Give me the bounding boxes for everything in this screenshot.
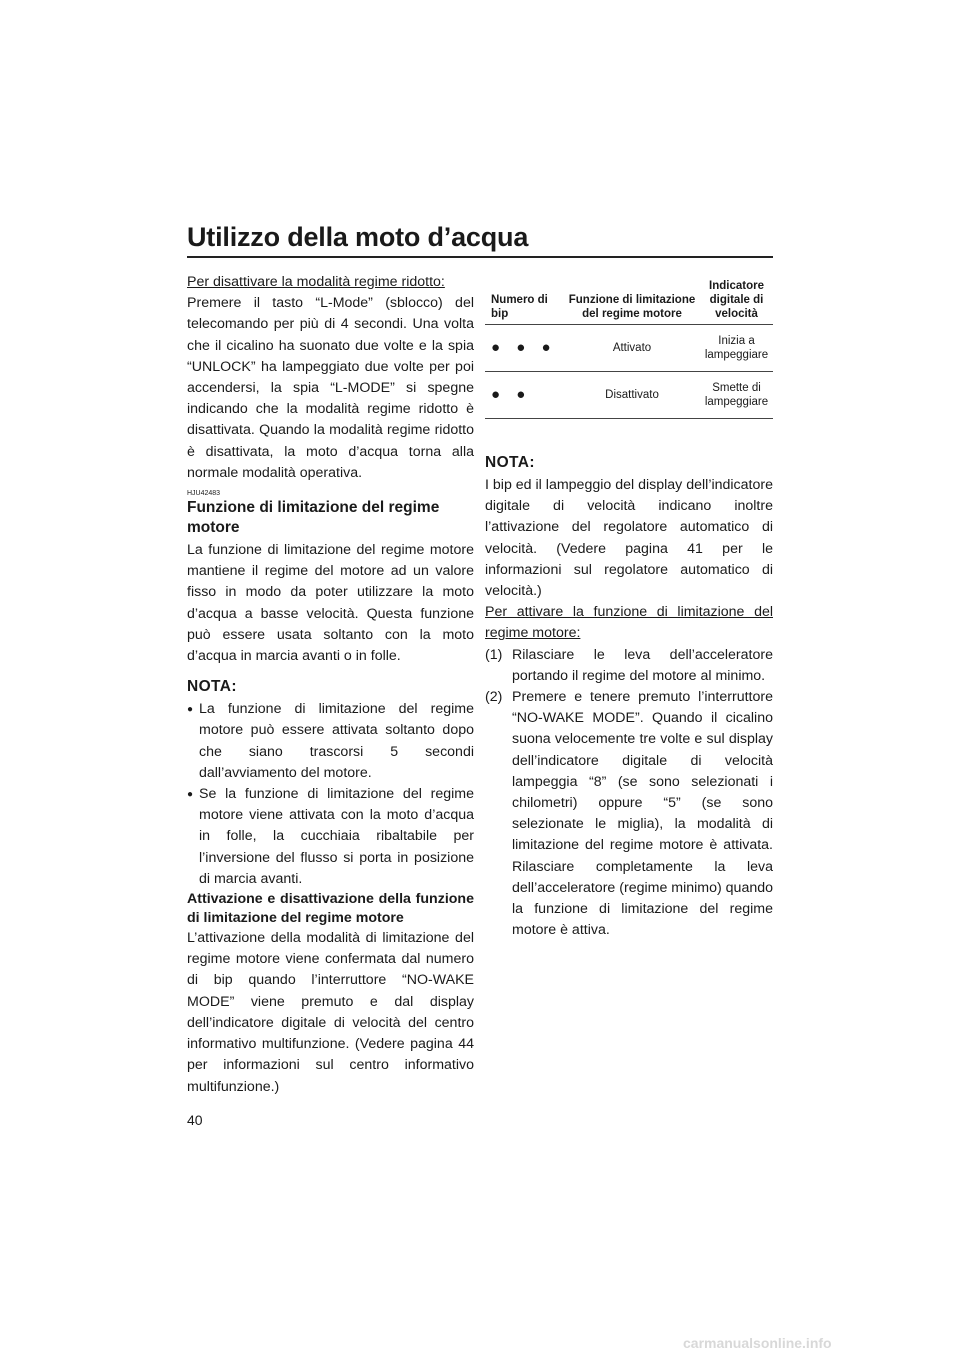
nota-bullet: [187, 699, 474, 784]
nota-heading: NOTA:: [187, 678, 237, 696]
header-rule: [187, 256, 773, 258]
nota-bullet: [187, 784, 474, 890]
right-column: [485, 453, 773, 941]
bip-table: [485, 275, 773, 419]
indicatore-cell: Smette di lampeggiare: [700, 372, 773, 419]
watermark: carmanualsonline.info: [683, 1335, 832, 1351]
page-number: 40: [187, 1112, 203, 1128]
bullet-text: Se la funzione di limitazione del regime motore viene attivata con la moto d’acqua in folle, la cucchiaia ribaltabile per l’inversione del flusso si porta in posizione di marcia avanti.: [199, 786, 474, 887]
step-item: [485, 645, 773, 687]
table-row: [485, 372, 773, 419]
nota-paragraph: I bip ed il lampeggio del display dell’indicatore digitale di velocità indicano inoltre l’attivazione del regolatore automatico di velocità. (Vedere pagina 41 per le informazioni sul regolatore automatico di velocità.): [485, 477, 773, 600]
beep-dots: ● ● ●: [485, 325, 564, 372]
funzione-cell: Attivato: [564, 325, 700, 372]
section-paragraph: La funzione di limitazione del regime motore mantiene il regime del motore ad un valore fisso in modo da poter utilizzare la moto d’acqua a basse velocità. Questa funzione può essere usata soltanto con la moto d’acqua in marcia avanti o in folle.: [187, 542, 474, 665]
bullet-text: La funzione di limitazione del regime motore può essere attivata soltanto dopo che siano trascorsi 5 secondi dall’avviamento del motore.: [199, 701, 474, 781]
step-number: (2): [485, 689, 503, 706]
table-row: [485, 325, 773, 372]
page-title: Utilizzo della moto d’acqua: [187, 222, 529, 252]
indicatore-cell: Inizia a lampeggiare: [700, 325, 773, 372]
funzione-cell: Disattivato: [564, 372, 700, 419]
table-header-row: [485, 275, 773, 325]
bullet-icon: ●: [187, 704, 194, 716]
step-text: Premere e tenere premuto l’interruttore “NO-WAKE MODE”. Quando il cicalino suona velocemente tre volte e sul display dell’indicatore digitale di velocità lampeggia “8” (se sono selezionati i chilometri) oppure “5” (se sono selezionate le miglia), la modalità di limitazione del regime motore è attivata. Rilasciare completamente la leva dell’acceleratore (regime minimo) quando la funzione di limitazione del regime motore è attiva.: [512, 689, 774, 939]
beep-dots: ● ●: [485, 372, 564, 419]
disable-paragraph: Premere il tasto “L-Mode” (sblocco) del telecomando per più di 4 secondi. Una volta che il cicalino ha suonato due volte e la spia “UNLOCK” ha lampeggiato due volte per poi accendersi, la spia “L-MODE” si spegne indicando che la modalità regime ridotto è disattivata. Quando la modalità regime ridotto è disattivata, la moto d’acqua torna alla normale modalità operativa.: [187, 295, 474, 481]
header-numero: Numero di bip: [485, 275, 564, 325]
step-item: [485, 687, 773, 941]
section-code: HJU42483: [187, 490, 221, 498]
bullet-icon: ●: [187, 789, 194, 801]
left-column: [187, 272, 474, 1098]
step-number: (1): [485, 646, 503, 663]
activation-subheading: Attivazione e disattivazione della funzione di limitazione del regime motore: [187, 891, 474, 927]
nota-heading: NOTA:: [485, 454, 535, 471]
activation-paragraph: L’attivazione della modalità di limitazione del regime motore viene confermata dal numero di bip quando l’interruttore “NO-WAKE MODE” viene premuto e dal display dell’indicatore digitale di velocità del centro informativo multifunzione. (Vedere pagina 44 per informazioni sul centro informativo multifunzione.): [187, 930, 474, 1095]
header-indicatore: Indicatore digitale di velocità: [700, 275, 773, 325]
disable-heading: Per disattivare la modalità regime ridotto:: [187, 274, 445, 290]
section-title: Funzione di limitazione del regime motore: [187, 499, 440, 537]
activate-heading: Per attivare la funzione di limitazione del regime motore:: [485, 604, 773, 642]
header-funzione: Funzione di limitazione del regime motore: [564, 275, 700, 325]
step-text: Rilasciare le leva dell’acceleratore portando il regime del motore al minimo.: [512, 646, 773, 684]
